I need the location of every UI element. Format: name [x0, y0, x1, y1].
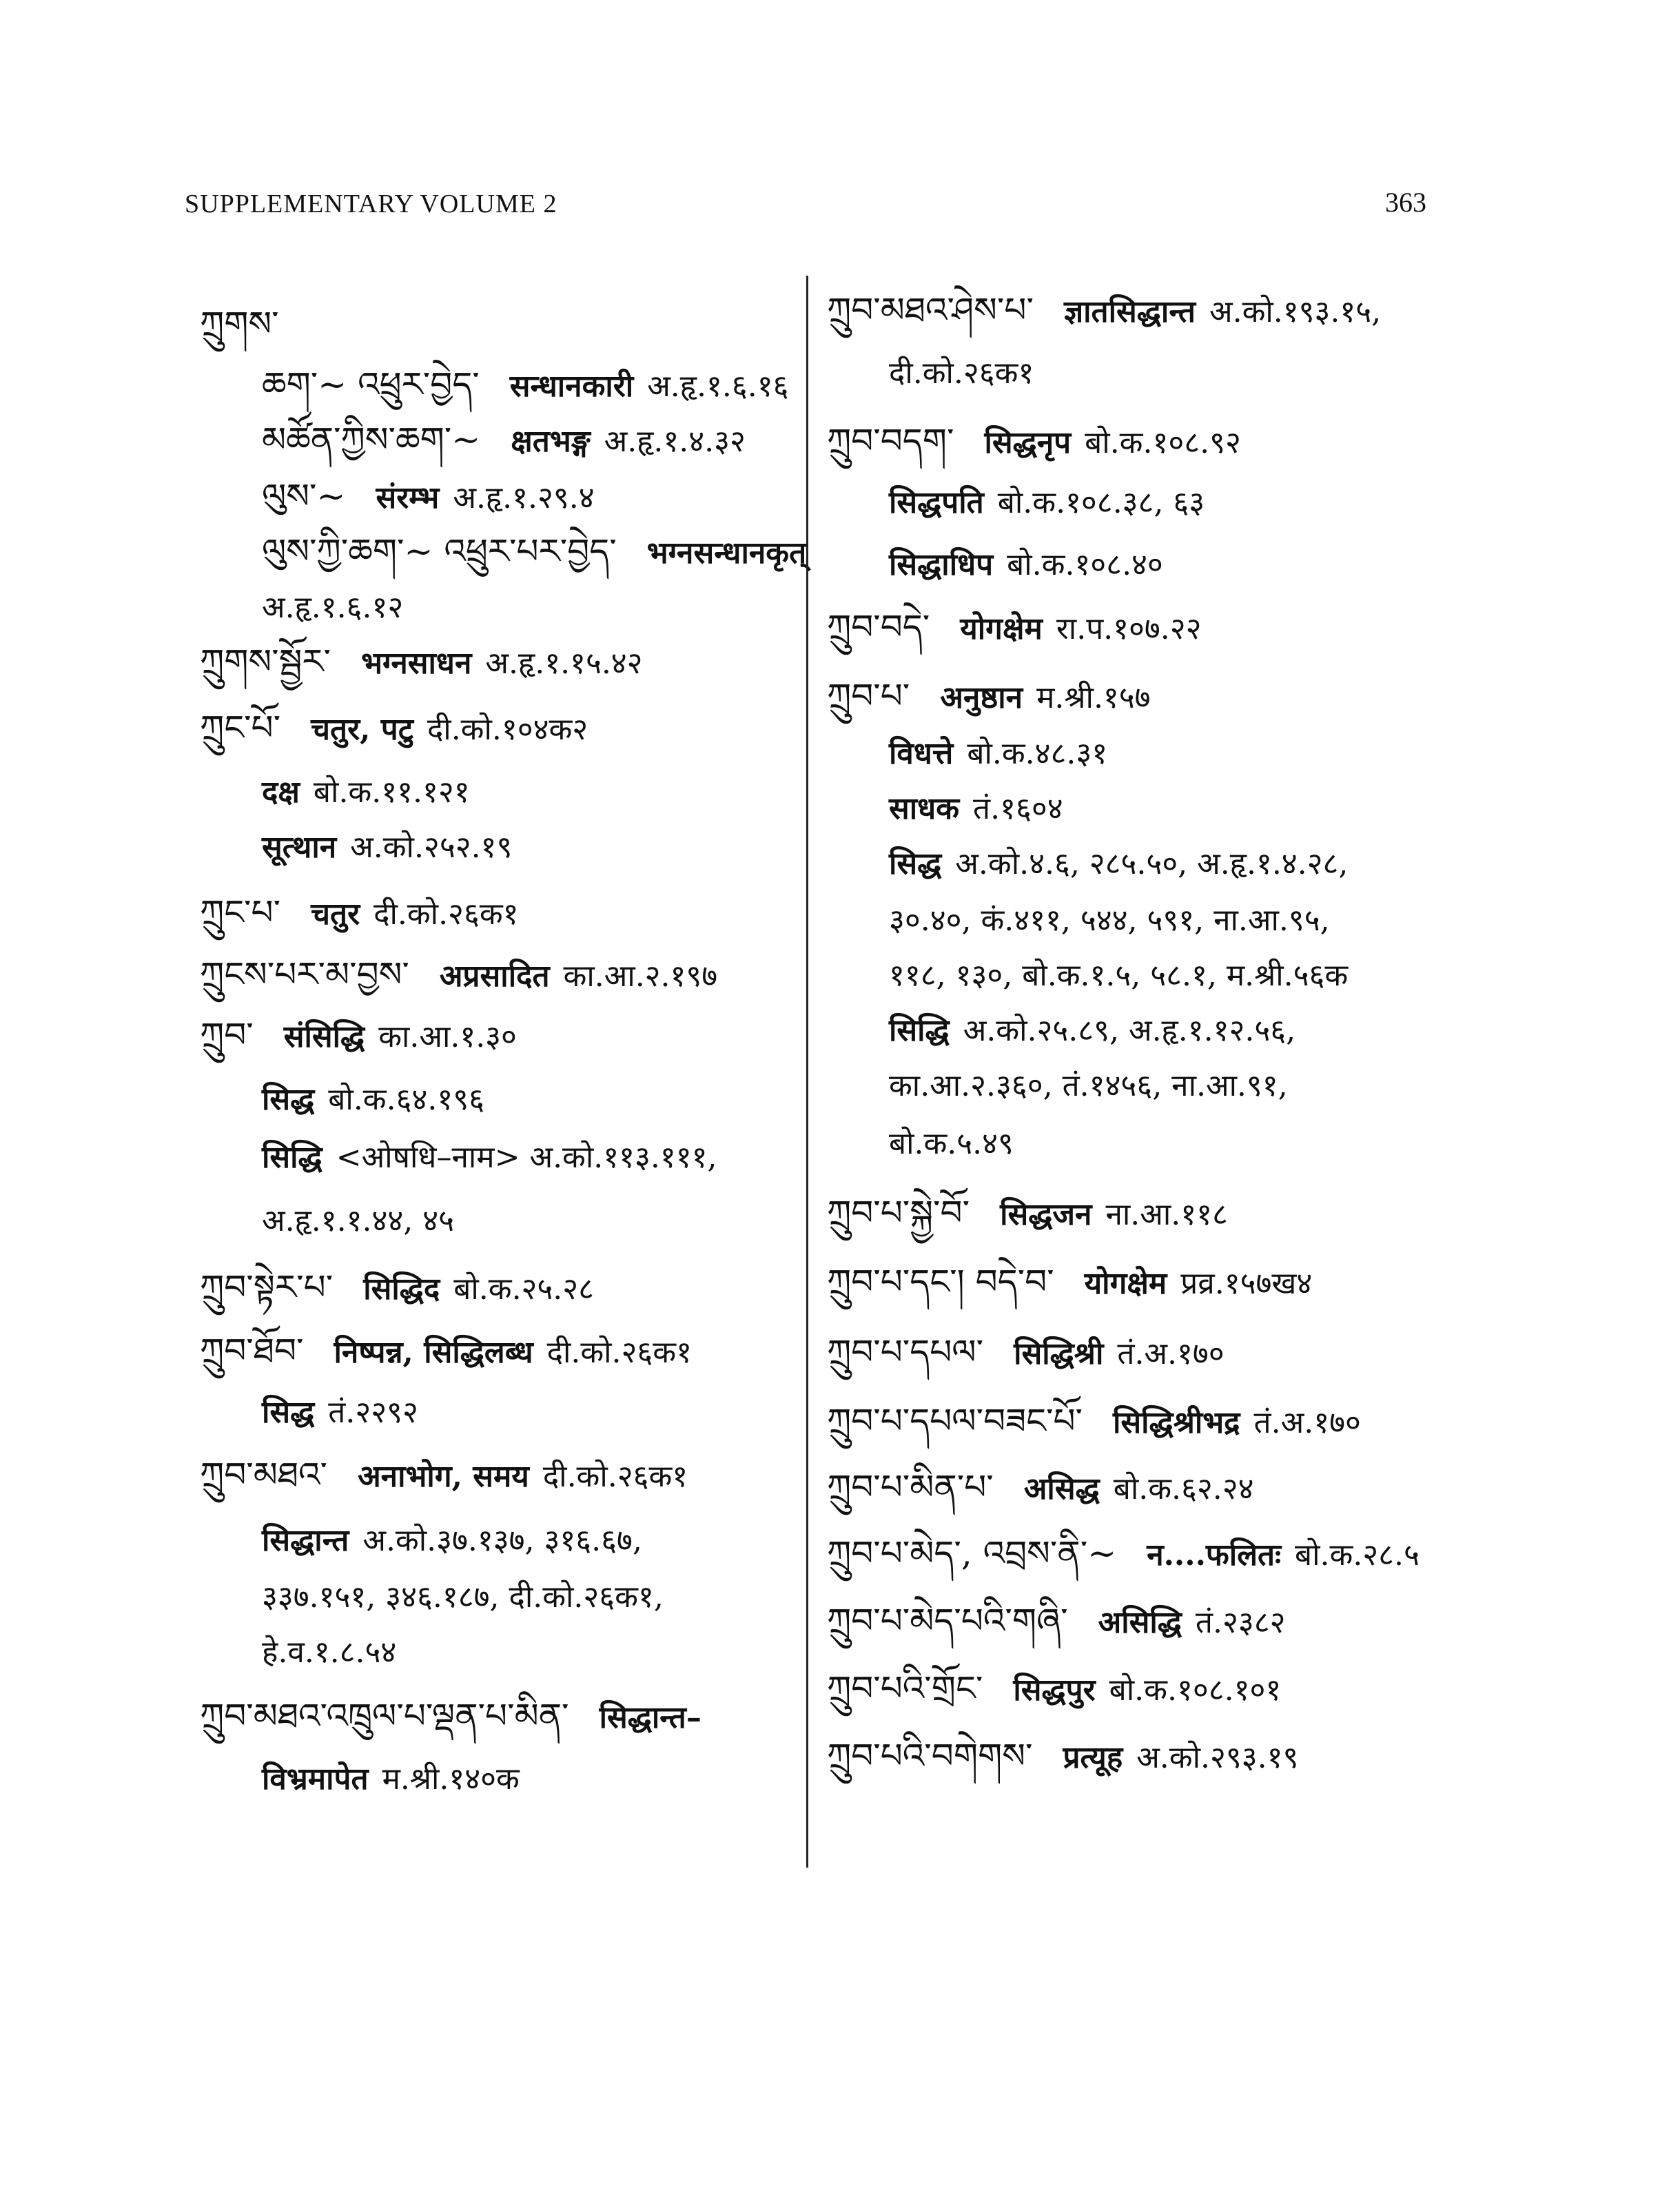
source-reference: अ.हृ.१.१५.४२	[485, 646, 643, 681]
sanskrit-equivalent: प्रत्यूह	[1063, 1740, 1123, 1775]
source-reference: दी.को.२६क१	[373, 897, 519, 932]
dictionary-line	[262, 1577, 664, 1618]
source-reference: तं.२३८२	[1195, 1605, 1286, 1640]
tibetan-headword: ཀྲུབ་པ་མིན་པ་	[827, 1467, 994, 1507]
sanskrit-equivalent: सिद्ध	[262, 1395, 315, 1430]
tibetan-headword: ཀྲུབ་པ་དང་། བདེ་བ་	[827, 1262, 1054, 1302]
sanskrit-equivalent: ज्ञातसिद्धान्त	[1063, 294, 1196, 329]
sanskrit-equivalent: अप्रसादित	[439, 959, 550, 994]
dictionary-line	[200, 1267, 594, 1310]
source-reference: बो.क.५.४९	[889, 1126, 1014, 1161]
source-reference: बो.क.२५.२८	[453, 1271, 595, 1307]
sanskrit-equivalent: सिद्धपुर	[1013, 1673, 1096, 1708]
dictionary-line	[889, 1010, 1295, 1052]
sanskrit-equivalent: अनुष्ठान	[940, 680, 1023, 715]
source-reference: ना.आ.११८	[1105, 1197, 1228, 1232]
source-reference: तं.१६०४	[973, 791, 1063, 826]
sanskrit-equivalent: विधत्ते	[889, 736, 954, 771]
dictionary-line	[262, 827, 512, 868]
sanskrit-equivalent: चतुर	[311, 897, 360, 932]
sanskrit-equivalent: सिद्धान्त	[262, 1523, 349, 1558]
source-reference: बो.क.१०८.९२	[1085, 425, 1241, 460]
tibetan-headword: ཀྲུབ་མཐའ་འཁྲུལ་པ་ལྡན་པ་མིན་	[200, 1696, 569, 1736]
tibetan-headword: ཀྲུབ་	[200, 1015, 254, 1055]
tibetan-headword: ཀྲུབ་སྟེར་པ་	[200, 1267, 334, 1307]
dictionary-line	[889, 544, 1163, 586]
tibetan-headword: ཀྲུབ་ཐོབ་	[200, 1331, 304, 1371]
dictionary-line	[200, 707, 588, 750]
sanskrit-equivalent: सिद्धान्त–	[599, 1700, 701, 1735]
source-reference: अ.को.२५२.१९	[350, 830, 513, 865]
dictionary-line	[889, 844, 1348, 885]
source-reference: अ.को.२९३.१९	[1136, 1740, 1299, 1775]
sanskrit-equivalent: सूत्थान	[262, 830, 337, 865]
tibetan-headword: ཀྲུབ་པའི་གྲོང་	[827, 1668, 983, 1708]
sanskrit-equivalent: सिद्धाधिप	[889, 547, 994, 582]
dictionary-line	[200, 954, 717, 997]
tibetan-headword: ཀྲུབ་པ་མེད་པའི་གཞི་	[827, 1601, 1068, 1641]
dictionary-line	[262, 1520, 642, 1562]
dictionary-line	[262, 476, 595, 519]
dictionary-line	[200, 1014, 517, 1058]
sanskrit-equivalent: सिद्धपति	[889, 485, 984, 520]
sanskrit-equivalent: चतुर, पटु	[311, 712, 413, 747]
source-reference: हे.व.१.८.५४	[262, 1635, 397, 1670]
sanskrit-equivalent: योगक्षेम	[1084, 1266, 1167, 1301]
tibetan-headword: ཀྲུབ་པ་མེད་, འབྲས་ནི་~	[827, 1533, 1117, 1573]
source-reference: अ.को.४.६, २८५.५०, अ.हृ.१.४.२८,	[955, 846, 1349, 881]
dictionary-line	[262, 1200, 454, 1242]
dictionary-line	[200, 303, 300, 347]
dictionary-line	[262, 1079, 484, 1121]
source-reference: अ.हृ.१.२९.४	[453, 480, 595, 515]
dictionary-line	[889, 788, 1063, 830]
tibetan-headword: ཀྲུབ་པ་དཔལ་	[827, 1332, 984, 1372]
source-reference: तं.अ.१७०	[1117, 1336, 1225, 1371]
dictionary-line	[827, 1735, 1298, 1779]
tibetan-headword: ཀྲུགས་སྦྱོར་	[200, 642, 331, 682]
source-reference: अ.को.३७.१३७, ३१६.६७,	[362, 1523, 642, 1558]
tibetan-headword: ཀྲུབ་པ་དཔལ་བཟང་པོ་	[827, 1401, 1083, 1441]
source-reference: का.आ.२.३६०, तं.१४५६, ना.आ.९१,	[889, 1068, 1288, 1103]
source-reference: का.आ.१.३०	[378, 1019, 517, 1054]
source-reference: रा.प.१०७.२२	[1056, 611, 1202, 646]
sanskrit-equivalent: दक्ष	[262, 775, 300, 810]
tibetan-headword: ཀྲུབ་པའི་བགེགས་	[827, 1736, 1033, 1776]
source-reference: ११८, १३०, बो.क.१.५, ५८.१, म.श्री.५६क	[889, 958, 1349, 993]
dictionary-line	[200, 1695, 706, 1739]
source-reference: बो.क.११.१२१	[313, 775, 470, 810]
sanskrit-equivalent: असिद्धि	[1098, 1605, 1182, 1640]
sanskrit-equivalent: निष्पन्न, सिद्धिलब्ध	[334, 1335, 533, 1370]
source-reference: दी.को.२६क१	[889, 356, 1034, 391]
source-reference: बो.क.६२.२४	[1113, 1471, 1254, 1506]
sanskrit-equivalent: सिद्धिद	[363, 1271, 440, 1307]
source-reference: तं.२२९२	[328, 1395, 418, 1430]
dictionary-line	[827, 1331, 1225, 1375]
dictionary-line	[262, 1392, 418, 1433]
tibetan-headword: ཀྲུབ་བདག་	[827, 421, 954, 461]
dictionary-line	[262, 587, 403, 629]
dictionary-line	[827, 289, 1381, 333]
tibetan-headword: ཀྲུངས་པར་མ་བྱས་	[200, 954, 409, 994]
sanskrit-equivalent: सिद्धिश्रीभद्र	[1113, 1405, 1240, 1440]
tibetan-headword: ཀྲུབ་བདེ་	[827, 607, 930, 647]
sanskrit-equivalent: साधक	[889, 791, 959, 826]
source-reference: अ.हृ.१.४.३२	[604, 424, 746, 459]
sanskrit-equivalent: सिद्धनृप	[984, 425, 1072, 460]
dictionary-line	[827, 1400, 1361, 1444]
source-reference: बो.क.१०८.१०१	[1109, 1673, 1282, 1708]
dictionary-line	[827, 1467, 1254, 1510]
dictionary-line	[889, 955, 1348, 997]
sanskrit-equivalent: न....फलितः	[1147, 1537, 1282, 1573]
source-reference: दी.को.१०४क२	[427, 712, 588, 747]
tibetan-headword: ཀྲུགས་	[200, 304, 279, 344]
source-reference: बो.क.१०८.४०	[1007, 547, 1163, 582]
source-reference: अ.को.२५.८९, अ.हृ.१.१२.५६,	[963, 1013, 1296, 1048]
tibetan-headword: ཀྲུང་པ་	[200, 892, 281, 932]
dictionary-line	[889, 1065, 1288, 1107]
tibetan-headword: ཀྲུང་པོ་	[200, 708, 281, 748]
dictionary-line	[262, 364, 788, 407]
dictionary-line	[889, 900, 1330, 941]
source-reference: बो.क.२८.५	[1295, 1537, 1420, 1573]
sanskrit-equivalent: सन्धानकारी	[509, 369, 634, 404]
source-reference: अ.हृ.१.१.४४, ४५	[262, 1203, 455, 1238]
source-reference: म.श्री.१४०क	[382, 1761, 520, 1797]
source-reference: म.श्री.१५७	[1036, 680, 1151, 715]
sanskrit-equivalent: सिद्ध	[889, 846, 942, 881]
tibetan-headword: ཀྲུབ་མཐའ་ཤེས་པ་	[827, 290, 1034, 330]
page-number: 363	[1385, 187, 1426, 218]
source-reference: <ओषधि–नाम> अ.को.११३.१११,	[336, 1140, 717, 1175]
dictionary-line	[889, 482, 1205, 524]
running-title: SUPPLEMENTARY VOLUME 2	[185, 190, 557, 218]
dictionary-line	[200, 641, 643, 684]
source-reference: का.आ.२.१९७	[563, 959, 718, 994]
tibetan-headword: ཀྲུབ་པ་སྐྱེ་བོ་	[827, 1193, 970, 1233]
dictionary-line	[827, 1261, 1312, 1305]
dictionary-line	[262, 1632, 396, 1673]
source-reference: प्रव्र.१५७ख४	[1180, 1266, 1313, 1301]
dictionary-line	[262, 419, 746, 462]
source-reference: बो.क.१०८.३८, ६३	[997, 485, 1205, 520]
dictionary-line	[262, 1759, 520, 1800]
sanskrit-equivalent: योगक्षेम	[960, 611, 1043, 646]
dictionary-line	[827, 1533, 1420, 1576]
tibetan-headword: ཀྲུབ་མཐའ་	[200, 1455, 328, 1495]
sanskrit-equivalent: संसिद्धि	[283, 1019, 365, 1054]
tibetan-headword: མཚོན་ཀྱིས་ཆག་~	[262, 420, 481, 460]
dictionary-line	[889, 733, 1107, 775]
sanskrit-equivalent: विभ्रमापेत	[262, 1761, 369, 1797]
source-reference: बो.क.६४.१९६	[328, 1082, 484, 1117]
dictionary-line	[827, 420, 1241, 464]
dictionary-line	[262, 772, 470, 813]
tibetan-headword: ཀྲུབ་པ་	[827, 676, 910, 716]
dictionary-line	[889, 353, 1034, 394]
sanskrit-equivalent: भग्नसन्धानकृत्	[646, 535, 807, 571]
sanskrit-equivalent: सिद्धजन	[1000, 1197, 1092, 1232]
sanskrit-equivalent: क्षतभङ्ग	[511, 424, 591, 459]
dictionary-line	[827, 1600, 1286, 1644]
dictionary-line	[889, 1123, 1014, 1165]
source-reference: ३३७.१५१, ३४६.१८७, दी.को.२६क१,	[262, 1580, 664, 1615]
sanskrit-equivalent: भग्नसाधन	[361, 646, 472, 681]
dictionary-line	[200, 1330, 692, 1373]
source-reference: दी.को.२६क१	[542, 1459, 688, 1494]
sanskrit-equivalent: सिद्धि	[262, 1140, 322, 1175]
sanskrit-equivalent: असिद्ध	[1023, 1471, 1100, 1506]
dictionary-line	[200, 892, 519, 935]
source-reference: ३०.४०, कं.४११, ५४४, ५९१, ना.आ.९५,	[889, 903, 1330, 938]
tibetan-headword: ལུས་~	[262, 476, 346, 516]
dictionary-line	[827, 1668, 1281, 1711]
tibetan-headword: ཆག་~ འཕྲུར་བྱེད་	[262, 365, 480, 405]
source-reference: बो.क.४८.३१	[967, 736, 1108, 771]
source-reference: अ.को.१९३.१५,	[1209, 294, 1382, 329]
dictionary-line	[200, 1454, 688, 1498]
tibetan-headword: ལུས་ཀྱི་ཆག་~ འཕྲུར་པར་བྱེད་	[262, 531, 617, 571]
sanskrit-equivalent: संरम्भ	[376, 480, 440, 515]
source-reference: दी.को.२६क१	[546, 1335, 692, 1370]
source-reference: अ.हृ.१.६.१६	[647, 369, 789, 404]
sanskrit-equivalent: सिद्ध	[262, 1082, 315, 1117]
source-reference: तं.अ.१७०	[1253, 1405, 1361, 1440]
dictionary-line	[262, 531, 810, 574]
dictionary-line	[827, 675, 1151, 719]
source-reference: अ.हृ.१.६.१२	[262, 590, 404, 625]
column-divider	[806, 276, 808, 1868]
sanskrit-equivalent: सिद्धिश्री	[1014, 1336, 1104, 1371]
sanskrit-equivalent: सिद्धि	[889, 1013, 950, 1048]
dictionary-line	[262, 1137, 717, 1178]
dictionary-line	[827, 1192, 1228, 1236]
sanskrit-equivalent: अनाभोग, समय	[358, 1459, 529, 1494]
dictionary-line	[827, 606, 1202, 650]
